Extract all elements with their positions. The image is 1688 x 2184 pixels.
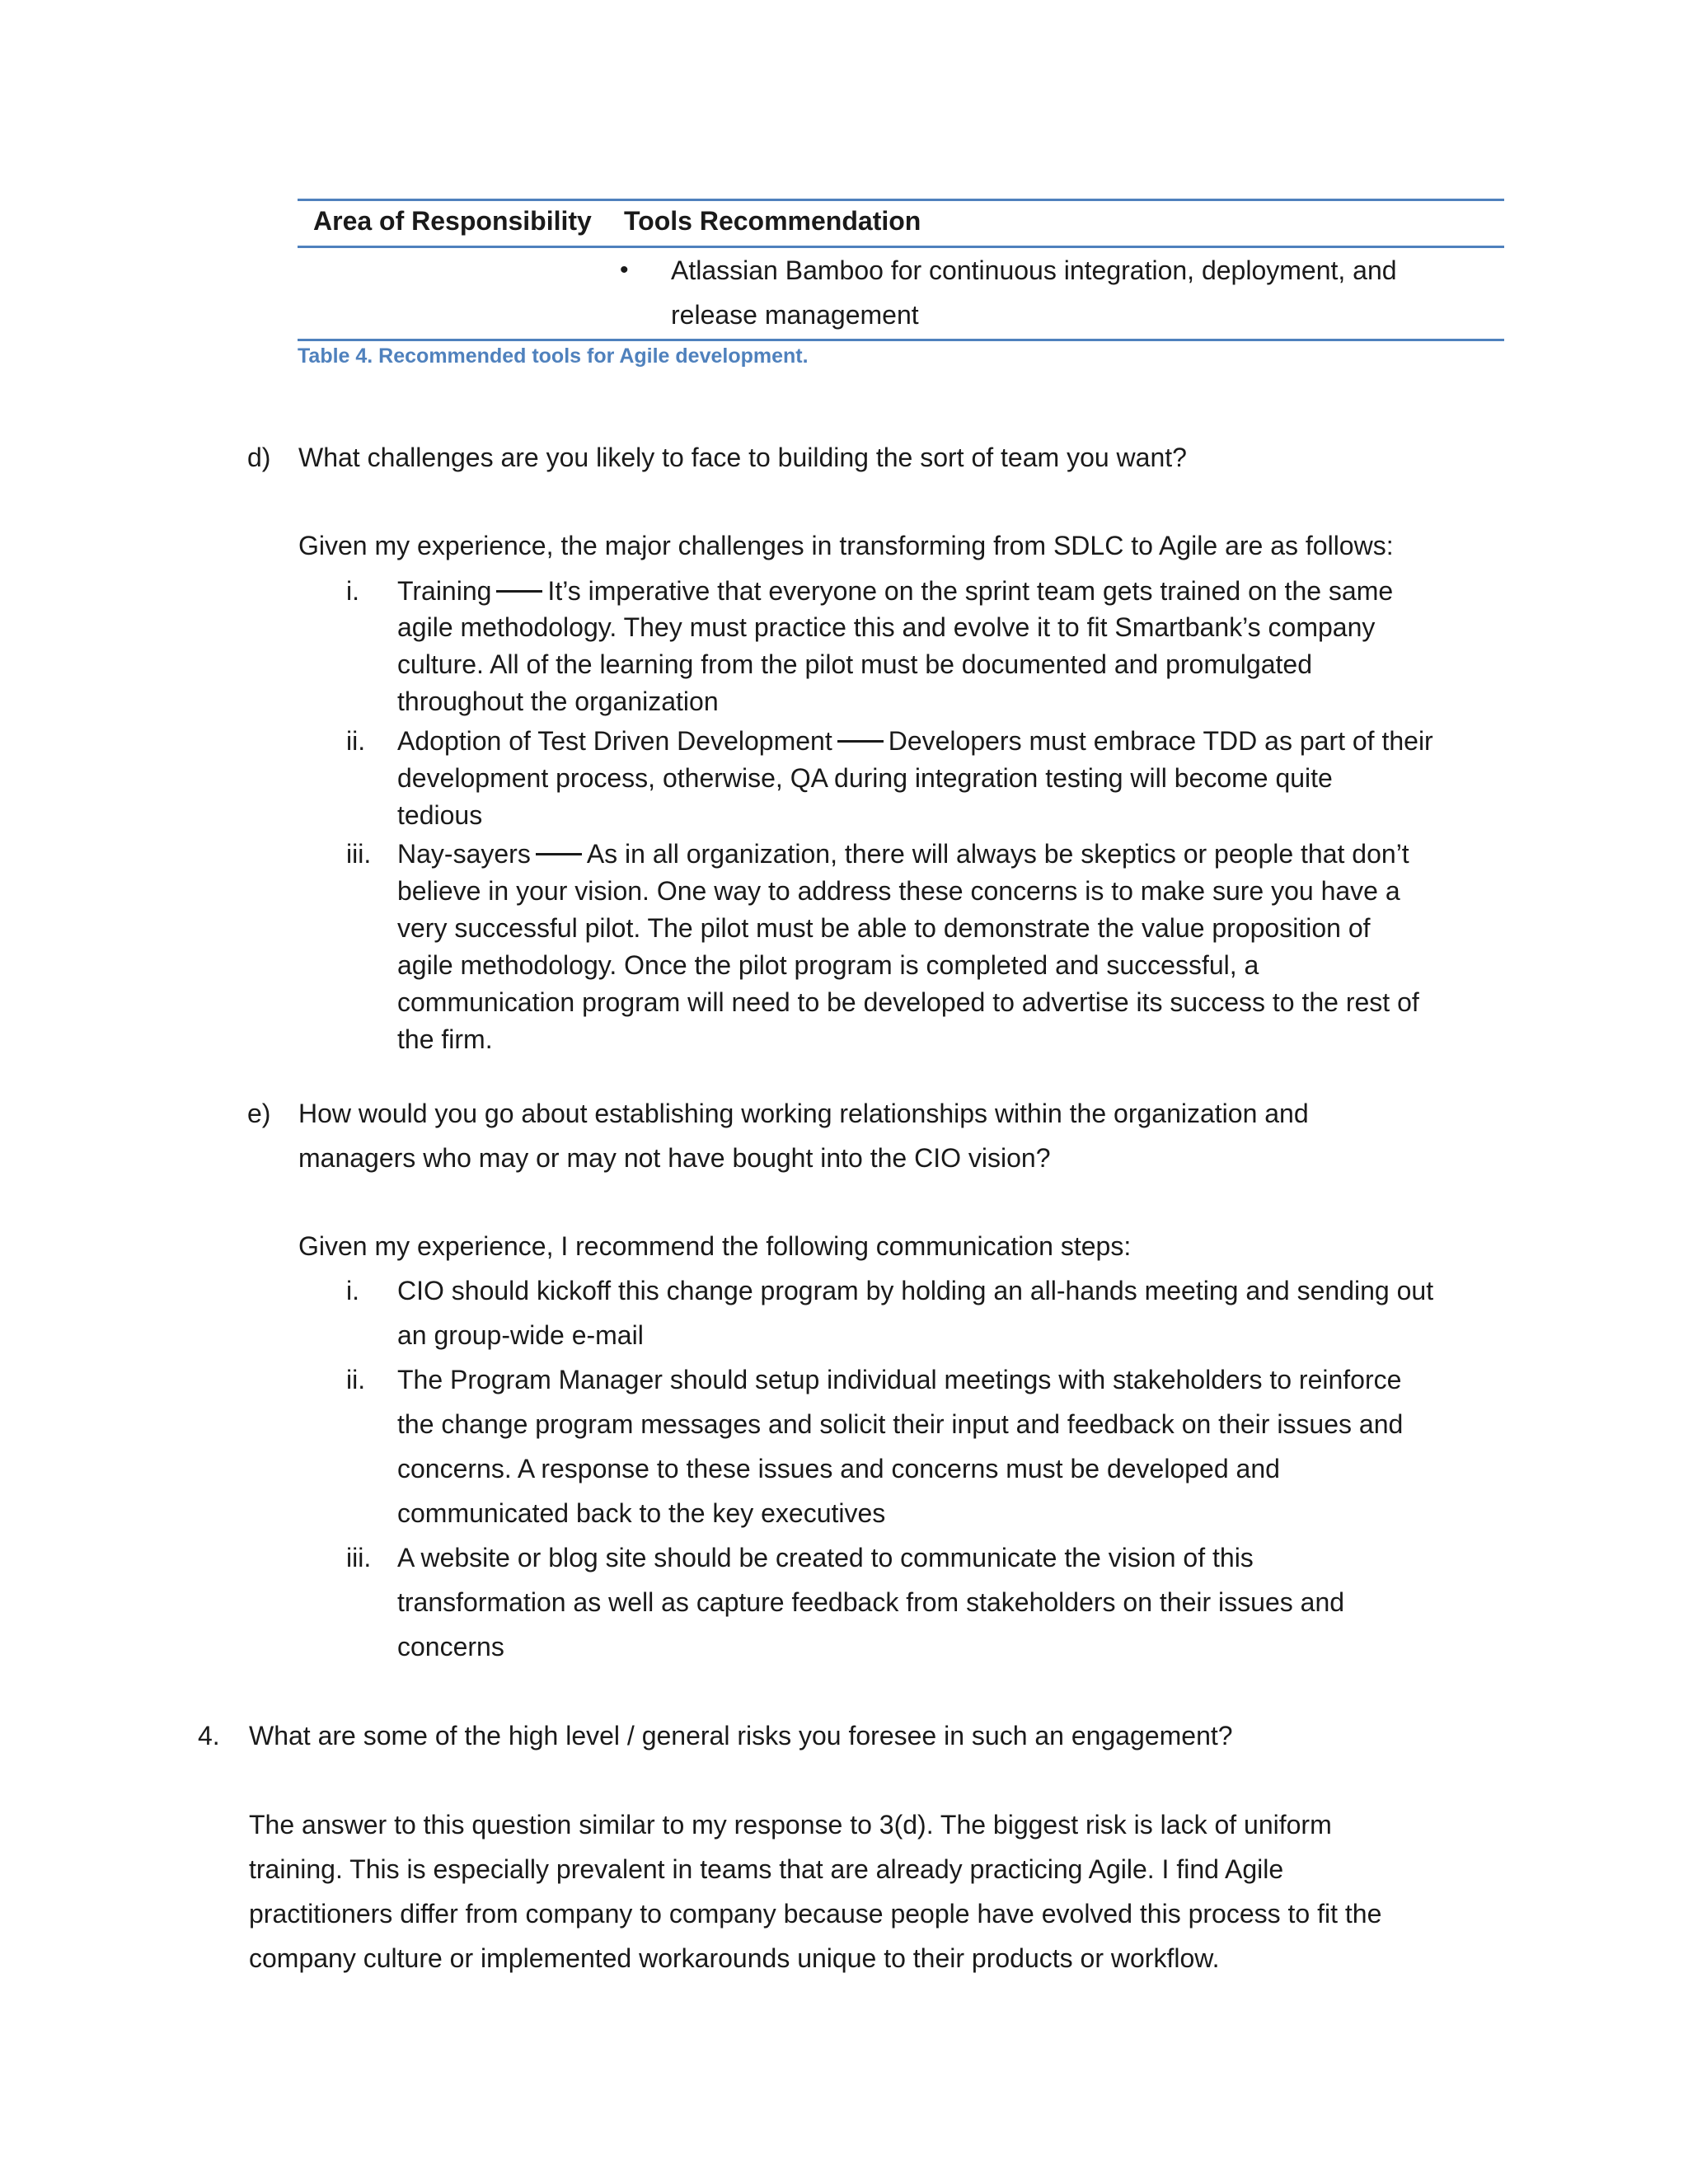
list-item-number: iii. bbox=[346, 839, 372, 869]
list-item-text: culture. All of the learning from the pilot must be documented and promulgated bbox=[397, 649, 1312, 679]
list-item-text: Developers must embrace TDD as part of their bbox=[888, 726, 1433, 756]
list-item-number: i. bbox=[346, 1276, 359, 1305]
list-item-text: transformation as well as capture feedback from stakeholders on their issues and bbox=[397, 1587, 1345, 1617]
list-item-number: i. bbox=[346, 576, 359, 606]
question-e-text: managers who may or may not have bought into the CIO vision? bbox=[298, 1143, 1051, 1173]
table-top-rule bbox=[298, 199, 1504, 201]
question-4-text: What are some of the high level / general risks you foresee in such an engagement? bbox=[249, 1721, 1233, 1750]
table-header-area: Area of Responsibility bbox=[313, 206, 592, 236]
em-dash bbox=[536, 853, 582, 855]
answer-line: The answer to this question similar to my response to 3(d). The biggest risk is lack of uniform bbox=[249, 1810, 1332, 1840]
table-header-tools: Tools Recommendation bbox=[624, 206, 921, 236]
list-item-term: Training bbox=[397, 576, 492, 606]
list-item-text: CIO should kickoff this change program by holding an all-hands meeting and sending out bbox=[397, 1276, 1434, 1305]
question-d-marker: d) bbox=[247, 443, 271, 472]
list-item-text: communicated back to the key executives bbox=[397, 1498, 886, 1528]
table-caption: Table 4. Recommended tools for Agile development. bbox=[298, 344, 809, 368]
list-item-text: agile methodology. Once the pilot program is completed and successful, a bbox=[397, 950, 1259, 980]
list-item-text: communication program will need to be developed to advertise its success to the rest of bbox=[397, 987, 1419, 1017]
list-item-text: concerns. A response to these issues and concerns must be developed and bbox=[397, 1454, 1280, 1483]
list-item-number: ii. bbox=[346, 1365, 366, 1394]
list-item-text: A website or blog site should be created to communicate the vision of this bbox=[397, 1543, 1254, 1572]
list-item bbox=[397, 723, 1433, 759]
question-e-marker: e) bbox=[247, 1099, 271, 1128]
list-item-text: believe in your vision. One way to address these concerns is to make sure you have a bbox=[397, 876, 1400, 906]
bullet-icon: • bbox=[620, 256, 629, 284]
answer-line: practitioners differ from company to company because people have evolved this process to fit the bbox=[249, 1899, 1382, 1929]
question-e-intro: Given my experience, I recommend the following communication steps: bbox=[298, 1231, 1132, 1261]
list-item-text: concerns bbox=[397, 1632, 504, 1661]
question-d-intro: Given my experience, the major challenges in transforming from SDLC to Agile are as follows: bbox=[298, 531, 1394, 560]
list-item-text: tedious bbox=[397, 800, 483, 830]
list-item-number: iii. bbox=[346, 1543, 372, 1572]
list-item-text: agile methodology. They must practice this and evolve it to fit Smartbank’s company bbox=[397, 612, 1376, 642]
em-dash bbox=[496, 590, 542, 593]
em-dash bbox=[837, 740, 884, 743]
list-item-text: the firm. bbox=[397, 1024, 493, 1054]
question-4-marker: 4. bbox=[198, 1721, 220, 1750]
question-d-text: What challenges are you likely to face to building the sort of team you want? bbox=[298, 443, 1187, 472]
list-item-text: throughout the organization bbox=[397, 687, 719, 716]
list-item-term: Adoption of Test Driven Development bbox=[397, 726, 832, 756]
list-item-text: the change program messages and solicit their input and feedback on their issues and bbox=[397, 1409, 1404, 1439]
table-header-rule bbox=[298, 246, 1504, 248]
list-item-number: ii. bbox=[346, 726, 366, 756]
list-item-text: an group-wide e-mail bbox=[397, 1320, 644, 1350]
list-item bbox=[397, 836, 1409, 872]
list-item-text: very successful pilot. The pilot must be able to demonstrate the value proposition of bbox=[397, 913, 1371, 943]
question-e-text: How would you go about establishing working relationships within the organization and bbox=[298, 1099, 1309, 1128]
answer-line: training. This is especially prevalent in teams that are already practicing Agile. I find Agile bbox=[249, 1854, 1284, 1884]
list-item-text: development process, otherwise, QA during integration testing will become quite bbox=[397, 763, 1333, 793]
answer-line: company culture or implemented workarounds unique to their products or workflow. bbox=[249, 1943, 1220, 1973]
list-item-text: The Program Manager should setup individual meetings with stakeholders to reinforce bbox=[397, 1365, 1402, 1394]
table-cell-tools-line: Atlassian Bamboo for continuous integration, deployment, and bbox=[671, 255, 1397, 285]
list-item-text: As in all organization, there will always be skeptics or people that don’t bbox=[586, 839, 1409, 869]
table-bottom-rule bbox=[298, 339, 1504, 341]
list-item bbox=[397, 573, 1393, 609]
list-item-text: It’s imperative that everyone on the sprint team gets trained on the same bbox=[547, 576, 1394, 606]
table-cell-tools-line: release management bbox=[671, 300, 919, 330]
list-item-term: Nay-sayers bbox=[397, 839, 531, 869]
